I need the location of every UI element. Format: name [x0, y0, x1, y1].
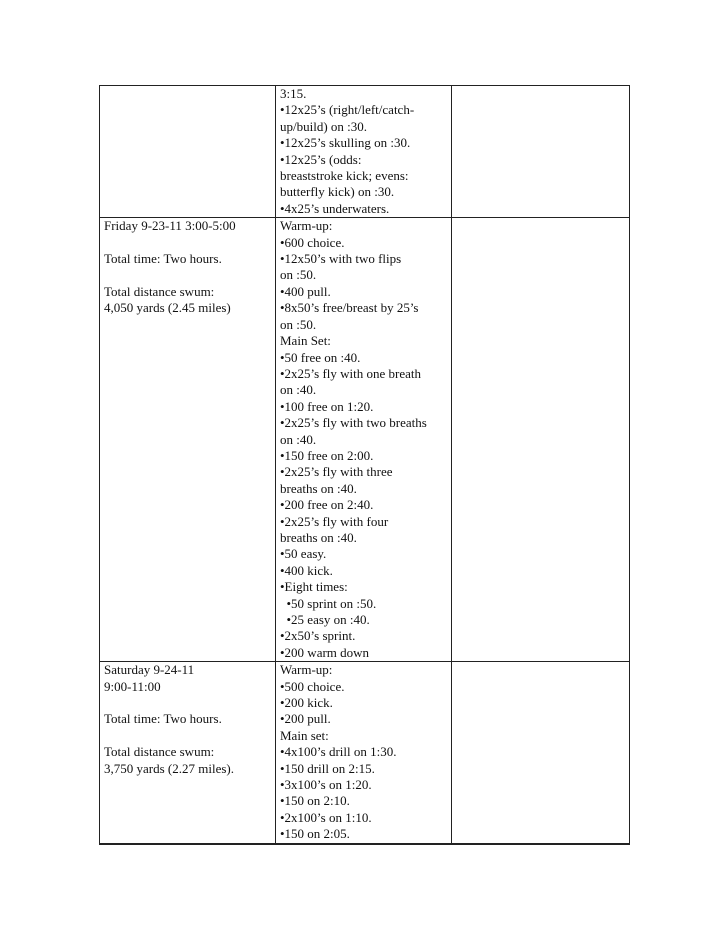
text-line: up/build) on :30. [280, 118, 368, 134]
text-line: on :40. [280, 382, 317, 398]
text-line: •12x25’s (odds: [280, 151, 362, 167]
text-line: Saturday 9-24-11 [104, 662, 195, 678]
text-line: breaths on :40. [280, 529, 357, 545]
text-line: on :50. [280, 316, 317, 332]
text-line: •50 easy. [280, 546, 327, 562]
blank-line [104, 695, 272, 711]
date-cell [100, 218, 276, 662]
notes-cell [452, 86, 630, 218]
text-line: •2x25’s fly with two breaths [280, 415, 427, 431]
date-lines [104, 662, 272, 777]
text-line: •2x25’s fly with four [280, 513, 389, 529]
text-line: •Eight times: [280, 579, 348, 595]
text-line: •150 free on 2:00. [280, 447, 374, 463]
text-line: breaths on :40. [280, 480, 357, 496]
text-line: Total time: Two hours. [104, 251, 222, 267]
text-line: •50 free on :40. [280, 349, 361, 365]
blank-line [104, 267, 272, 283]
text-line: butterfly kick) on :30. [280, 184, 395, 200]
text-line: •2x50’s sprint. [280, 628, 356, 644]
text-line: •500 choice. [280, 678, 345, 694]
blank-line [104, 235, 272, 251]
text-line: Main Set: [280, 333, 331, 349]
text-line: •4x100’s drill on 1:30. [280, 744, 397, 760]
text-line: Total distance swum: [104, 744, 215, 760]
workout-lines [280, 218, 448, 661]
notes-cell [452, 662, 630, 844]
text-line: Warm-up: [280, 662, 333, 678]
text-line: •400 kick. [280, 562, 333, 578]
swim-log-table [99, 85, 630, 845]
date-cell [100, 86, 276, 218]
text-line: •200 kick. [280, 695, 333, 711]
text-line: •3x100’s on 1:20. [280, 777, 372, 793]
workout-lines [280, 86, 448, 217]
text-line: 3:15. [280, 86, 307, 101]
text-line: •150 on 2:10. [280, 793, 350, 809]
date-cell [100, 662, 276, 844]
text-line: breaststroke kick; evens: [280, 168, 409, 184]
workout-cell [276, 86, 452, 218]
blank-line [104, 728, 272, 744]
text-line: •12x25’s skulling on :30. [280, 135, 411, 151]
text-line: •25 easy on :40. [280, 612, 370, 627]
table-row [100, 218, 630, 662]
text-line: •400 pull. [280, 283, 331, 299]
text-line: •2x25’s fly with one breath [280, 365, 422, 381]
workout-cell [276, 218, 452, 662]
text-line: •150 drill on 2:15. [280, 760, 375, 776]
text-line: on :40. [280, 431, 317, 447]
text-line: •12x50’s with two flips [280, 251, 402, 267]
text-line: •8x50’s free/breast by 25’s [280, 300, 419, 316]
date-lines [104, 218, 272, 316]
table-row [100, 662, 630, 844]
text-line: 3,750 yards (2.27 miles). [104, 760, 234, 776]
workout-lines [280, 662, 448, 842]
text-line: Total time: Two hours. [104, 711, 222, 727]
text-line: •200 free on 2:40. [280, 497, 374, 513]
text-line: •150 on 2:05. [280, 826, 350, 842]
text-line: •2x25’s fly with three [280, 464, 393, 480]
text-line: Main set: [280, 727, 329, 743]
text-line: •2x100’s on 1:10. [280, 809, 372, 825]
text-line: 4,050 yards (2.45 miles) [104, 300, 231, 316]
text-line: •50 sprint on :50. [280, 595, 377, 611]
text-line: •200 warm down [280, 644, 370, 660]
text-line: •600 choice. [280, 234, 345, 250]
text-line: Friday 9-23-11 3:00-5:00 [104, 218, 236, 234]
text-line: 9:00-11:00 [104, 678, 161, 694]
text-line: •200 pull. [280, 711, 331, 727]
text-line: •100 free on 1:20. [280, 398, 374, 414]
table-row [100, 86, 630, 218]
text-line: •12x25’s (right/left/catch- [280, 102, 415, 118]
text-line: •4x25’s underwaters. [280, 200, 390, 216]
workout-cell [276, 662, 452, 844]
text-line: Warm-up: [280, 218, 333, 234]
text-line: Total distance swum: [104, 283, 215, 299]
text-line: on :50. [280, 267, 317, 283]
notes-cell [452, 218, 630, 662]
